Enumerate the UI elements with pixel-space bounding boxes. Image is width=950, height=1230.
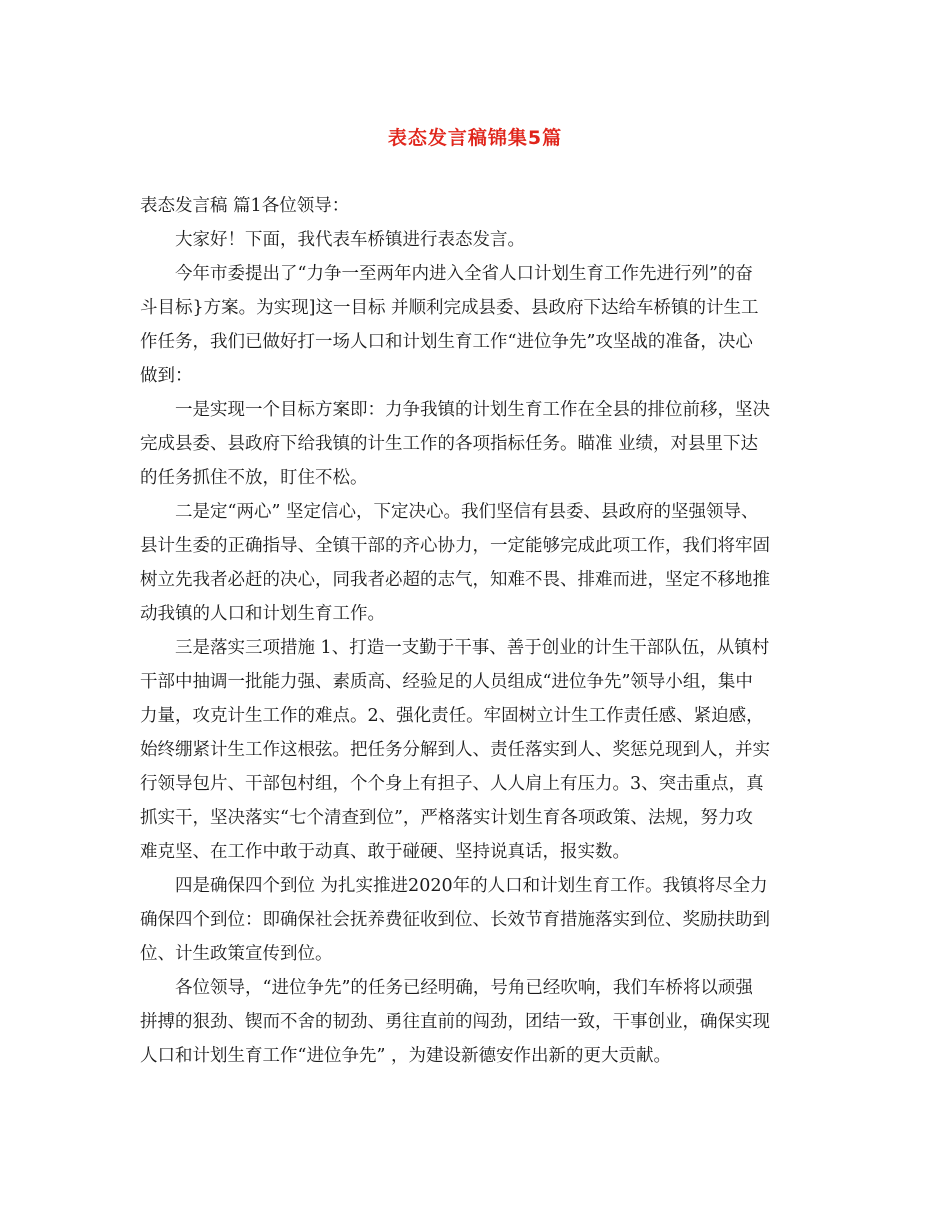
text-line: 完成县委、县政府下给我镇的计生工作的各项指标任务。瞄准 业绩，对县里下达 <box>140 434 759 454</box>
text-line: 做到： <box>140 366 193 386</box>
text-line: 四是确保四个到位 为扎实推进2020年的人口和计划生育工作。我镇将尽全力 <box>140 876 768 896</box>
text-line: 作任务，我们已做好打一场人口和计划生育工作“进位争先”攻坚战的准备，决心 <box>140 332 753 352</box>
text-line: 树立先我者必赶的决心，同我者必超的志气，知难不畏、排难而进，坚定不移地推 <box>140 570 770 590</box>
text-line: 一是实现一个目标方案即：力争我镇的计划生育工作在全县的排位前移，坚决 <box>140 400 770 420</box>
text-line: 干部中抽调一批能力强、素质高、经验足的人员组成“进位争先”领导小组，集中 <box>140 672 753 692</box>
document-title: 表态发言稿锦集5篇 <box>387 127 563 149</box>
text-line: 始终绷紧计生工作这根弦。把任务分解到人、责任落实到人、奖惩兑现到人，并实 <box>140 740 770 760</box>
text-line: 难克坚、在工作中敢于动真、敢于碰硬、坚持说真话，报实数。 <box>140 842 630 862</box>
text-line: 确保四个到位：即确保社会抚养费征收到位、长效节育措施落实到位、奖励扶助到 <box>140 910 770 930</box>
text-line: 人口和计划生育工作“进位争先” ，为建设新德安作出新的更大贡献。 <box>140 1046 671 1066</box>
text-line: 表态发言稿 篇1各位领导： <box>140 196 350 216</box>
text-line: 的任务抓住不放，盯住不松。 <box>140 468 368 488</box>
text-line: 拼搏的狠劲、锲而不舍的韧劲、勇往直前的闯劲，团结一致，干事创业，确保实现 <box>140 1012 770 1032</box>
text-line: 二是定“两心” 坚定信心，下定决心。我们坚信有县委、县政府的坚强领导、 <box>140 502 759 522</box>
text-line: 动我镇的人口和计划生育工作。 <box>140 604 385 624</box>
text-line: 位、计生政策宣传到位。 <box>140 944 333 964</box>
text-line: 力量，攻克计生工作的难点。2、强化责任。牢固树立计生工作责任感、紧迫感， <box>140 706 764 726</box>
text-line: 行领导包片、干部包村组，个个身上有担子、人人肩上有压力。3、突击重点，真 <box>140 774 764 794</box>
text-line: 各位领导，“进位争先”的任务已经明确，号角已经吹响，我们车桥将以顽强 <box>140 978 753 998</box>
text-line: 抓实干，坚决落实“七个清查到位”，严格落实计划生育各项政策、法规，努力攻 <box>140 808 753 828</box>
text-line: 今年市委提出了“力争一至两年内进入全省人口计划生育工作先进行列”的奋 <box>140 264 753 284</box>
text-line: 县计生委的正确指导、全镇干部的齐心协力，一定能够完成此项工作，我们将牢固 <box>140 536 770 556</box>
text-line: 三是落实三项措施 1、打造一支勤于干事、善于创业的计生干部队伍，从镇村 <box>140 638 770 658</box>
text-line: 大家好！下面，我代表车桥镇进行表态发言。 <box>140 230 525 250</box>
text-line: 斗目标}方案。为实现]这一目标 并顺利完成县委、县政府下达给车桥镇的计生工 <box>140 298 759 318</box>
